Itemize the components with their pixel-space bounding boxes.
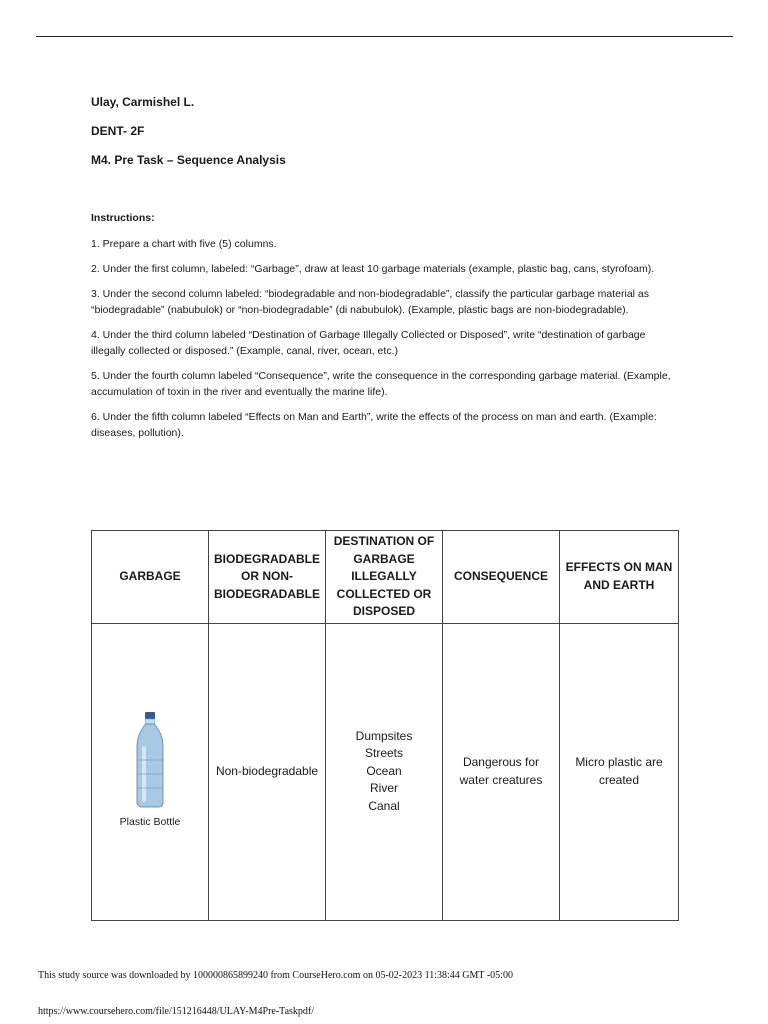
garbage-chart-table bbox=[91, 530, 679, 921]
cell-garbage bbox=[92, 623, 209, 920]
cell-effects: Micro plastic are created bbox=[560, 623, 679, 920]
section-code: DENT- 2F bbox=[91, 124, 145, 138]
instructions-block bbox=[91, 210, 681, 450]
garbage-label: Plastic Bottle bbox=[119, 815, 181, 828]
task-title: M4. Pre Task – Sequence Analysis bbox=[91, 153, 286, 167]
table-row bbox=[92, 623, 679, 920]
instruction-step: 6. Under the fifth column labeled “Effects on Man and Earth”, write the effects of the process on man and earth. (Example: diseases, pollution). bbox=[91, 411, 657, 439]
instruction-step: 4. Under the third column labeled “Destination of Garbage Illegally Collected or Disposed”, write “destination of garbage illegally collected or disposed.” (Example, canal, river, ocean, etc.) bbox=[91, 329, 646, 357]
student-name: Ulay, Carmishel L. bbox=[91, 95, 195, 109]
cell-consequence: Dangerous for water creatures bbox=[443, 623, 560, 920]
instructions-title: Instructions: bbox=[91, 212, 155, 224]
header-garbage: GARBAGE bbox=[92, 531, 209, 624]
top-rule bbox=[36, 36, 733, 37]
header-effects: EFFECTS ON MAN AND EARTH bbox=[560, 531, 679, 624]
instruction-step: 5. Under the fourth column labeled “Consequence”, write the consequence in the corresponding garbage material. (Example, accumulation of toxin in the river and eventually the marine life). bbox=[91, 370, 671, 398]
header-classification: BIODEGRADABLE OR NON-BIODEGRADABLE bbox=[209, 531, 326, 624]
header-consequence: CONSEQUENCE bbox=[443, 531, 560, 624]
instruction-step: 1. Prepare a chart with five (5) columns. bbox=[91, 238, 277, 250]
download-notice: This study source was downloaded by 100000865899240 from CourseHero.com on 05-02-2023 11:38:44 GMT -05:00 bbox=[38, 970, 513, 981]
table-header-row bbox=[92, 531, 679, 624]
instruction-step: 3. Under the second column labeled: “biodegradable and non-biodegradable”, classify the particular garbage material as “biodegradable” (nabubulok) or “non-biodegradable” (di nabubulok). (Example, plastic bags are non-biodegradable). bbox=[91, 288, 650, 316]
cell-classification: Non-biodegradable bbox=[209, 623, 326, 920]
cell-destination: Dumpsites Streets Ocean River Canal bbox=[326, 623, 443, 920]
header-destination: DESTINATION OF GARBAGE ILLEGALLY COLLECTED OR DISPOSED bbox=[326, 531, 443, 624]
document-header bbox=[91, 95, 691, 182]
instruction-step: 2. Under the first column, labeled: “Garbage”, draw at least 10 garbage materials (example, plastic bag, cans, styrofoam). bbox=[91, 263, 655, 275]
plastic-bottle-icon bbox=[133, 712, 167, 808]
source-url[interactable]: https://www.coursehero.com/file/151216448/ULAY-M4Pre-Taskpdf/ bbox=[38, 1006, 315, 1017]
